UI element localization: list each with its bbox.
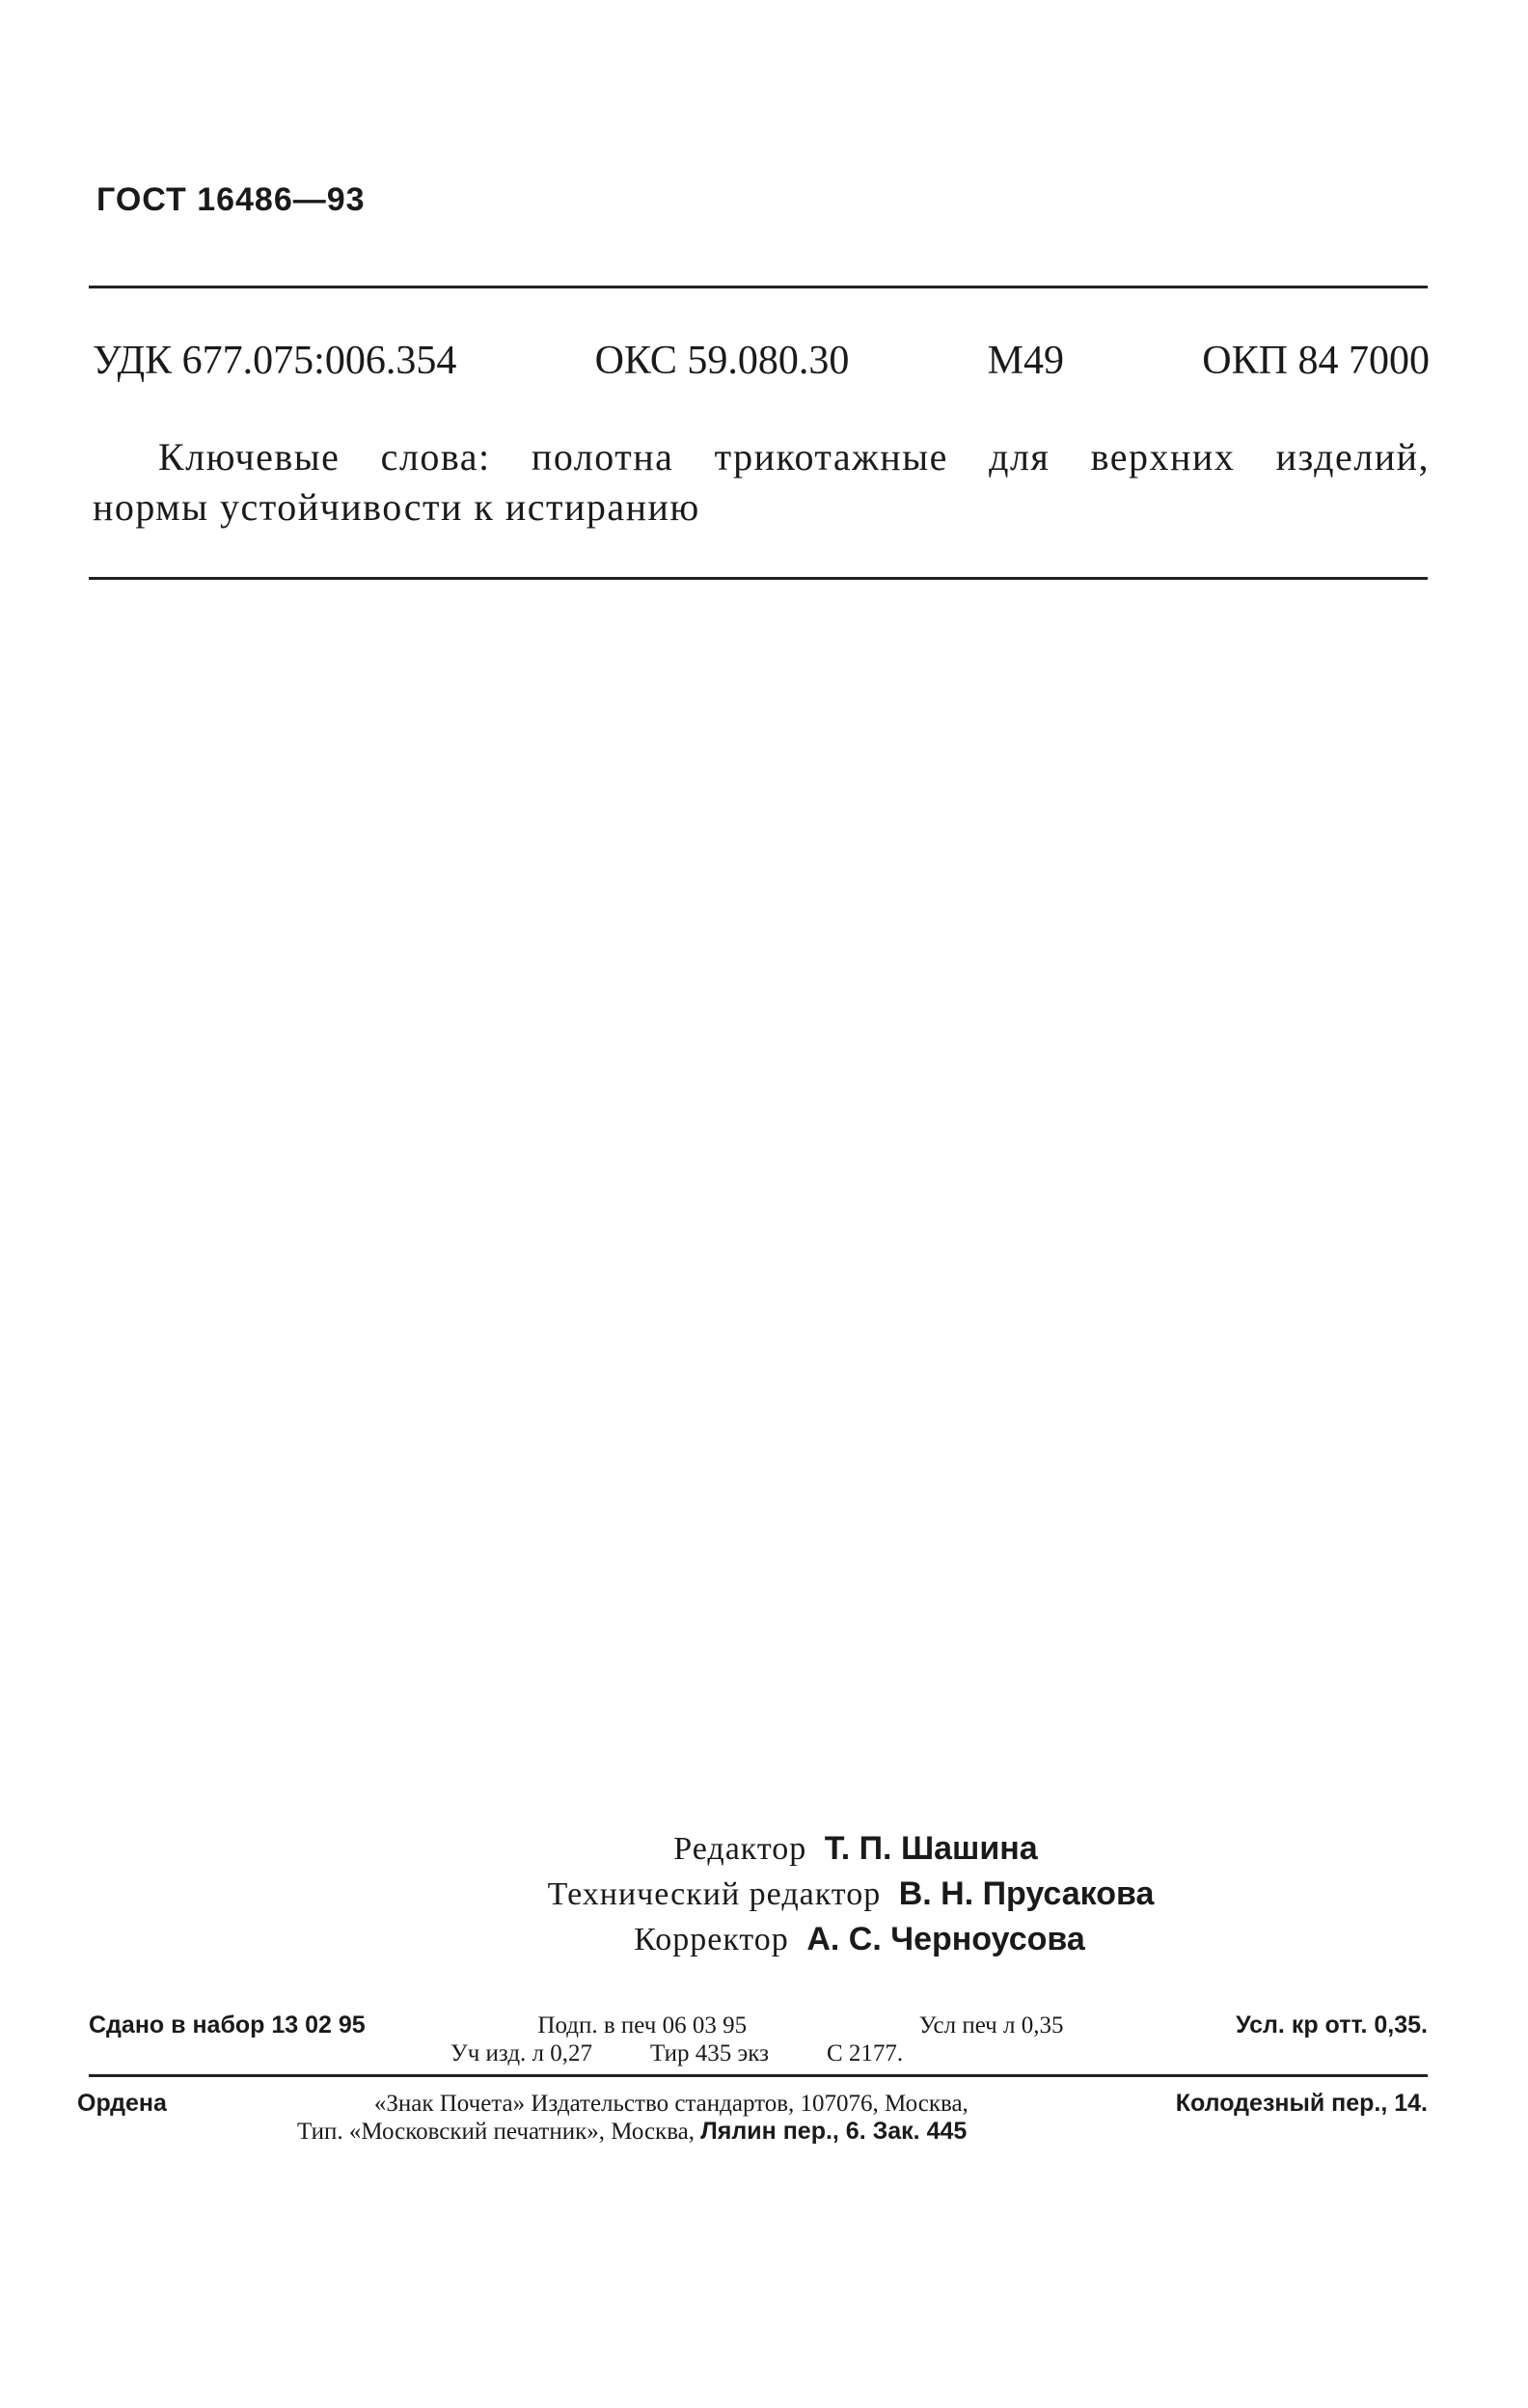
publisher-name: «Знак Почета» Издательство стандартов, 107076, Москва,: [373, 2091, 969, 2117]
okp-code: ОКП 84 7000: [1202, 339, 1430, 383]
publisher-address: Колодезный пер., 14.: [1175, 2090, 1428, 2117]
tech-editor-role: Технический редактор: [547, 1876, 882, 1912]
sent-to-typeset: Сдано в набор 13 02 95: [89, 2011, 366, 2039]
editor-role: Редактор: [673, 1831, 807, 1867]
print-info: [89, 2011, 1428, 2067]
tech-editor-name: В. Н. Прусакова: [898, 1875, 1155, 1912]
order-code: С 2177.: [826, 2040, 904, 2066]
editor-name: Т. П. Шашина: [824, 1830, 1038, 1867]
corrector-name: А. С. Черноусова: [806, 1921, 1085, 1957]
signed-to-print: Подп. в печ 06 03 95: [537, 2012, 748, 2039]
publication-sheets: Уч изд. л 0,27: [450, 2040, 593, 2066]
classification-codes: [93, 338, 1430, 384]
corrector-role: Корректор: [634, 1922, 789, 1957]
oks-code: ОКС 59.080.30: [594, 339, 850, 383]
editor-credit: [0, 1826, 1528, 1872]
printer-name: Тип. «Московский печатник», Москва,: [297, 2119, 696, 2145]
print-info-row-1: [89, 2011, 1428, 2039]
print-sheets: Усл печ л 0,35: [918, 2012, 1064, 2039]
publisher-info: [77, 2090, 1428, 2146]
corrector-credit: [0, 1917, 1528, 1962]
tech-editor-credit: [0, 1872, 1528, 1917]
editorial-credits: [0, 1826, 1528, 1962]
top-divider: [89, 286, 1428, 288]
group-code: М49: [987, 339, 1065, 383]
publisher-order: Ордена: [77, 2090, 167, 2117]
document-number: ГОСТ 16486—93: [96, 181, 366, 218]
print-copies: Усл. кр отт. 0,35.: [1236, 2011, 1428, 2039]
bottom-divider: [89, 577, 1428, 580]
publisher-row-2: [77, 2118, 1428, 2146]
keywords-line-1: Ключевые слова: полотна трикотажные для верхних изделий,: [158, 435, 1430, 479]
print-info-divider: [89, 2074, 1428, 2077]
print-info-row-2: [89, 2039, 1428, 2067]
keywords-block: [93, 432, 1430, 533]
publisher-row-1: [77, 2090, 1428, 2118]
keywords-line-2: нормы устойчивости к истиранию: [93, 485, 700, 529]
printer-address: Лялин пер., 6. Зак. 445: [700, 2118, 968, 2145]
print-run: Тир 435 экз: [650, 2040, 769, 2066]
udk-code: УДК 677.075:006.354: [93, 339, 457, 383]
